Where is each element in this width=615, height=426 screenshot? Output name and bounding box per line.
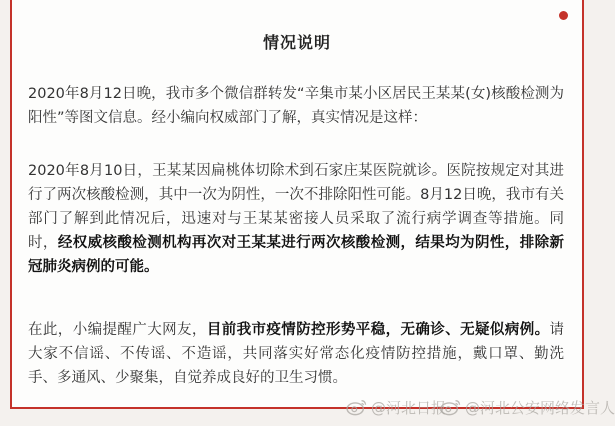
paragraph-intro: 2020年8月12日晚，我市多个微信群转发“辛集市某小区居民王某某(女)核酸检测为阳性”等图文信息。经小编向权威部门了解，真实情况是这样： [28, 86, 564, 126]
reminder-text-end: 请大家不信谣、不传谣、不造谣，共同落实好常态化疫情防控措施，戴口罩、勤洗手、多通风、少聚集，自觉养成良好的卫生习惯。 [28, 322, 565, 386]
notice-title: 情况说明 [262, 33, 331, 52]
notice-card [10, 0, 584, 409]
corner-dot [559, 11, 568, 20]
watermark-hebei-police [440, 396, 615, 418]
details-bold-text: 经权威核酸检测机构再次对王某某进行两次核酸检测，结果均为阴性，排除新冠肺炎病例的可能。 [28, 235, 565, 275]
paragraph-reminder [28, 318, 564, 390]
weibo-icon [346, 398, 368, 416]
watermark-hebei-daily [346, 396, 446, 418]
details-text: 2020年8月10日，王某某因扁桃体切除术到石家庄某医院就诊。医院按规定对其进行了两次核酸检测，其中一次为阴性，一次不排除阳性可能。8月12日晚，我市有关部门了解到此情况后，迅速对与王某某密接人员采取了流行病学调查等措施。同时， [28, 163, 564, 251]
watermark-text: @河北日报 [371, 398, 447, 417]
reminder-text-start: 在此，小编提醒广大网友， [28, 322, 207, 338]
watermark-text: @河北公安网络发言人 [465, 398, 615, 417]
weibo-icon [440, 398, 462, 416]
reminder-bold-text: 目前我市疫情防控形势平稳，无确诊、无疑似病例。 [206, 322, 550, 338]
paragraph-details [28, 159, 564, 279]
